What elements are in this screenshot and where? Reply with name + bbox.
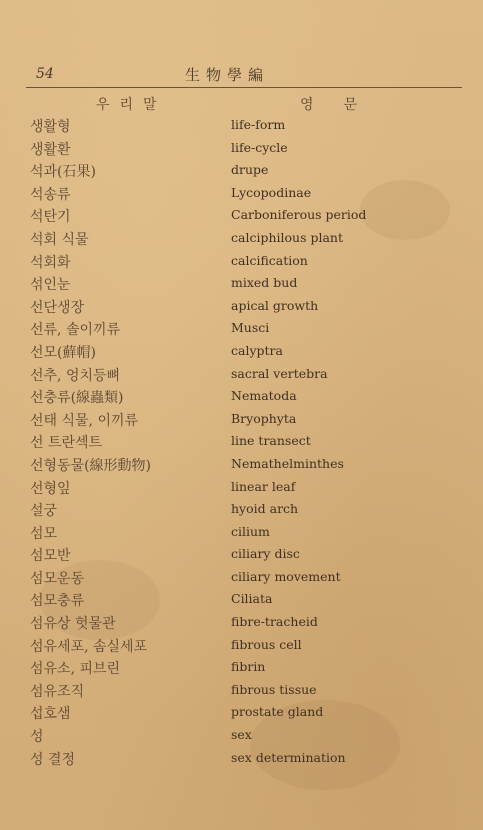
- korean-term: 선충류(線蟲類): [30, 390, 124, 407]
- english-term: hyoid arch: [231, 501, 299, 517]
- korean-term: 선 트란섹트: [30, 435, 103, 452]
- english-term: mixed bud: [231, 275, 298, 291]
- glossary-entry: [0, 498, 483, 521]
- korean-term: 설궁: [30, 503, 58, 520]
- glossary-entry: [0, 159, 483, 182]
- english-term: sex determination: [231, 749, 346, 765]
- english-term: fibrin: [231, 659, 266, 675]
- glossary-entry: [0, 543, 483, 566]
- korean-term: 섬모반: [30, 548, 71, 565]
- english-term: calciphilous plant: [231, 229, 343, 245]
- english-term: fibrous tissue: [231, 681, 317, 697]
- korean-term: 섬모: [30, 525, 58, 542]
- english-term: line transect: [231, 433, 311, 449]
- english-term: Ciliata: [231, 591, 273, 607]
- running-title: 生物學編: [185, 66, 270, 84]
- glossary-entry: [0, 114, 483, 137]
- korean-term: 석송류: [30, 186, 71, 203]
- english-term: fibrous cell: [231, 636, 302, 652]
- korean-term: 성: [30, 729, 44, 746]
- page-header: [0, 62, 483, 86]
- glossary-entry: [0, 430, 483, 453]
- english-column-heading: 영문: [300, 97, 388, 113]
- english-term: ciliary disc: [231, 546, 300, 562]
- glossary-entry: [0, 227, 483, 250]
- korean-term: 섞인눈: [30, 277, 71, 294]
- korean-term: 섬유세포, 솜실세포: [30, 638, 148, 655]
- glossary-entry: [0, 137, 483, 160]
- english-term: Bryophyta: [231, 410, 297, 426]
- glossary-entry: [0, 317, 483, 340]
- english-term: ciliary movement: [231, 568, 341, 584]
- glossary-entry: [0, 476, 483, 499]
- korean-term: 선류, 솔이끼류: [30, 322, 121, 339]
- korean-term: 섬모운동: [30, 570, 85, 587]
- glossary-entry: [0, 340, 483, 363]
- glossary-entry: [0, 250, 483, 273]
- korean-term: 섬유상 헛물관: [30, 616, 116, 633]
- korean-term: 선형잎: [30, 480, 71, 497]
- english-term: apical growth: [231, 297, 319, 313]
- korean-term: 선모(蘚帽): [30, 344, 96, 361]
- glossary-entry: [0, 182, 483, 205]
- glossary-entry: [0, 408, 483, 431]
- korean-term: 섬모충류: [30, 593, 85, 610]
- header-rule: [26, 87, 462, 88]
- english-term: life-cycle: [231, 139, 288, 155]
- glossary-entry: [0, 588, 483, 611]
- glossary-entry: [0, 385, 483, 408]
- english-term: fibre-tracheid: [231, 614, 318, 630]
- glossary-entry: [0, 295, 483, 318]
- glossary-entry: [0, 566, 483, 589]
- glossary-entry: [0, 204, 483, 227]
- korean-column-heading: 우리말: [96, 97, 167, 113]
- glossary-entry: [0, 679, 483, 702]
- korean-term: 섬유소, 피브린: [30, 661, 121, 678]
- page-number: 54: [36, 66, 54, 82]
- korean-term: 선태 식물, 이끼류: [30, 412, 139, 429]
- glossary-entry: [0, 724, 483, 747]
- glossary-list: [0, 114, 483, 769]
- english-term: Nematoda: [231, 388, 297, 404]
- glossary-entry: [0, 701, 483, 724]
- korean-term: 석과(石果): [30, 164, 96, 181]
- english-term: sex: [231, 727, 252, 743]
- glossary-entry: [0, 453, 483, 476]
- english-term: life-form: [231, 117, 286, 132]
- korean-term: 석회화: [30, 254, 71, 271]
- korean-term: 선추, 엉치등뼈: [30, 367, 121, 384]
- korean-term: 선형동물(線形動物): [30, 457, 152, 474]
- korean-term: 섬유조직: [30, 683, 85, 700]
- english-term: calyptra: [231, 342, 283, 358]
- english-term: sacral vertebra: [231, 365, 328, 381]
- korean-term: 생활환: [30, 141, 71, 158]
- english-term: Lycopodinae: [231, 184, 312, 200]
- glossary-entry: [0, 363, 483, 386]
- english-term: prostate gland: [231, 704, 324, 720]
- english-term: cilium: [231, 523, 270, 539]
- korean-term: 섭호샘: [30, 706, 71, 723]
- english-term: Musci: [231, 320, 270, 336]
- english-term: linear leaf: [231, 478, 296, 494]
- english-term: calcification: [231, 252, 308, 268]
- korean-term: 성 결정: [30, 751, 76, 768]
- korean-term: 석회 식물: [30, 231, 89, 248]
- glossary-entry: [0, 634, 483, 657]
- korean-term: 생활형: [30, 119, 71, 135]
- glossary-entry: [0, 747, 483, 770]
- korean-term: 선단생장: [30, 299, 85, 316]
- english-term: Carboniferous period: [231, 207, 367, 223]
- glossary-entry: [0, 656, 483, 679]
- korean-term: 석탄기: [30, 209, 71, 226]
- english-term: Nemathelminthes: [231, 455, 344, 471]
- glossary-entry: [0, 272, 483, 295]
- glossary-entry: [0, 611, 483, 634]
- english-term: drupe: [231, 162, 269, 178]
- glossary-entry: [0, 521, 483, 544]
